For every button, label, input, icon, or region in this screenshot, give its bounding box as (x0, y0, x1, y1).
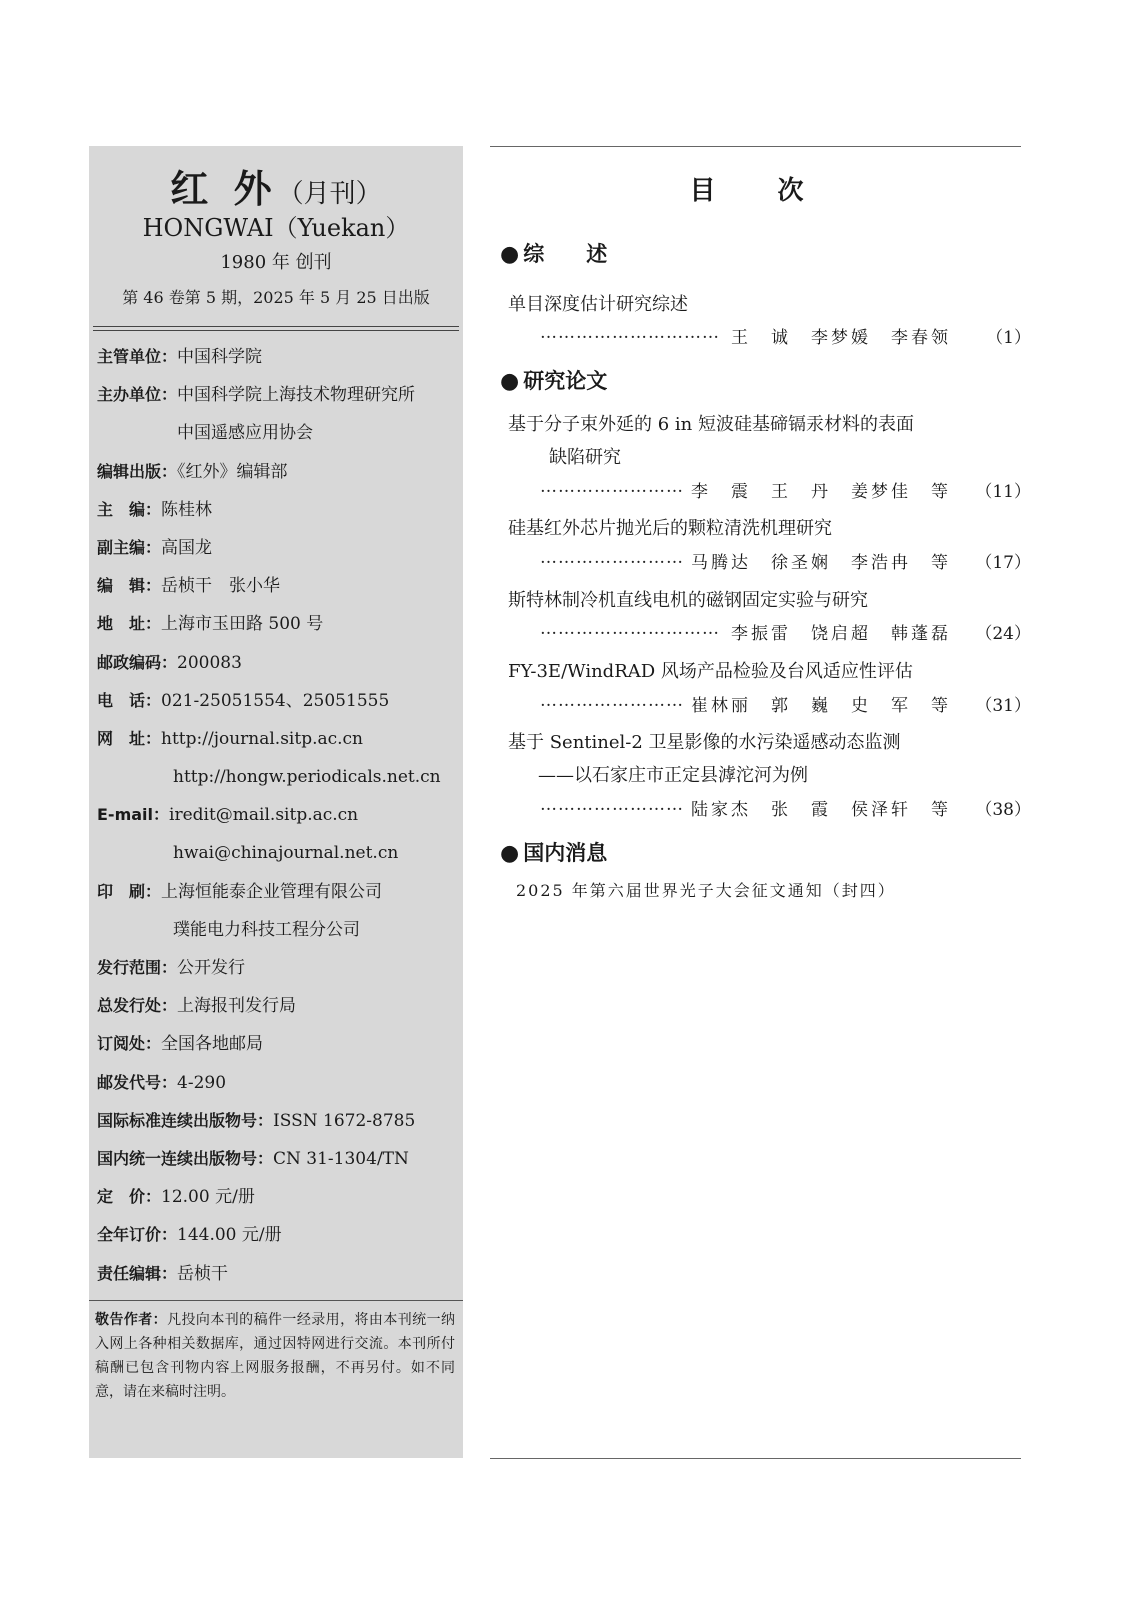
info-label: 订阅处： (97, 1034, 162, 1054)
info-row-issn (97, 1108, 459, 1146)
info-value: 中国遥感应用协会 (177, 423, 313, 444)
info-label: 发行范围： (97, 958, 178, 977)
toc-entry-page: （1） (986, 328, 1031, 348)
toc-entry-authors: 李振雷 饶启超 韩蓬磊 (731, 624, 951, 644)
info-value: 岳桢干 张小华 (161, 576, 281, 597)
info-row-printer (97, 879, 459, 917)
bullet-icon: ● (500, 242, 520, 267)
info-value: 《红外》编辑部 (177, 461, 288, 482)
info-label: 总发行处： (97, 996, 178, 1016)
toc-entry-page: （17） (975, 553, 1031, 573)
info-value: 璞能电力科技工程分公司 (173, 919, 360, 940)
toc-entry-byline (540, 548, 1031, 573)
info-row-website (97, 726, 459, 764)
toc-entry-page: （11） (975, 482, 1031, 502)
info-row-price (97, 1184, 459, 1222)
info-label: 全年订价： (97, 1225, 178, 1245)
info-label: 副主编： (97, 537, 162, 557)
info-row-responsible-editor (97, 1261, 459, 1299)
info-value: 200083 (177, 652, 242, 673)
info-value: 12.00 元/册 (161, 1187, 255, 1208)
toc-entry-page: （24） (975, 624, 1031, 644)
info-label: 印 刷： (97, 881, 162, 901)
info-value: 021-25051554、25051555 (161, 690, 390, 711)
info-value: CN 31-1304/TN (273, 1148, 409, 1169)
divider (490, 1458, 1021, 1459)
toc-entry-authors: 李 震 王 丹 姜梦佳 等 (691, 482, 951, 502)
info-row-website-cont (97, 764, 459, 802)
website-link[interactable]: http://journal.sitp.ac.cn (161, 728, 364, 749)
info-value: 岳桢干 (177, 1263, 229, 1284)
author-notice (95, 1308, 455, 1404)
toc-entry-byline (540, 691, 1031, 716)
toc-entry-title[interactable]: 基于分子束外延的 6 in 短波硅基碲镉汞材料的表面 (508, 414, 914, 435)
toc-entry-title[interactable]: 单目深度估计研究综述 (508, 294, 688, 315)
info-value: ISSN 1672-8785 (273, 1110, 416, 1131)
info-label: 地 址： (97, 614, 162, 634)
toc-entry-title[interactable]: 斯特林制冷机直线电机的磁钢固定实验与研究 (508, 590, 868, 611)
info-value: 全国各地邮局 (161, 1034, 264, 1055)
info-row-chief-editor (97, 497, 459, 535)
info-row-distribution-scope (97, 955, 459, 993)
divider (93, 326, 459, 327)
divider (490, 146, 1021, 147)
info-row-sponsor (97, 382, 459, 420)
toc-entry-title-cont[interactable]: ——以石家庄市正定县滹沱河为例 (538, 765, 808, 786)
section-heading-label: 综 述 (523, 242, 608, 266)
toc-entry-byline (540, 477, 1031, 502)
toc-entry-title-cont[interactable]: 缺陷研究 (549, 447, 621, 468)
info-row-postal-code (97, 1070, 459, 1108)
toc-entry-page: （38） (975, 800, 1031, 820)
info-value: 4-290 (177, 1072, 227, 1093)
info-row-editor-publisher (97, 459, 459, 497)
leader-dots: …………………… (540, 691, 684, 711)
toc-entry-authors: 陆家杰 张 霞 侯泽轩 等 (691, 800, 951, 820)
info-label: E-mail： (97, 805, 170, 825)
info-label: 主管单位： (97, 347, 178, 366)
notice-label: 敬告作者： (95, 1312, 168, 1328)
email-link[interactable]: iredit@mail.sitp.ac.cn (169, 805, 359, 826)
info-row-cn (97, 1146, 459, 1184)
toc-entry-title[interactable]: 硅基红外芯片抛光后的颗粒清洗机理研究 (508, 518, 832, 539)
info-label: 责任编辑： (97, 1263, 178, 1283)
info-value: 陈桂林 (161, 499, 213, 520)
bullet-icon: ● (500, 841, 520, 866)
info-label: 定 价： (97, 1187, 162, 1207)
info-label: 主 编： (97, 499, 162, 519)
toc-title: 目 次 (689, 176, 822, 206)
section-heading-review (500, 238, 607, 268)
info-label: 主办单位： (97, 385, 178, 405)
email-link[interactable]: hwai@chinajournal.net.cn (173, 843, 399, 864)
leader-dots: ………………………… (540, 619, 720, 639)
info-row-postcode (97, 650, 459, 688)
info-value: 上海恒能泰企业管理有限公司 (161, 881, 383, 902)
info-row-email-cont (97, 840, 459, 878)
journal-title-suffix: （月刊） (277, 179, 382, 209)
info-value: 公开发行 (177, 958, 246, 978)
info-row-annual-price (97, 1222, 459, 1260)
info-row-subscription (97, 1031, 459, 1069)
info-row-phone (97, 688, 459, 726)
toc-entry-byline (540, 795, 1031, 820)
toc-entry-page: （31） (975, 696, 1031, 716)
info-value: 高国龙 (161, 537, 213, 558)
info-row-email (97, 802, 459, 840)
info-label: 国际标准连续出版物号： (97, 1110, 274, 1130)
founded-year: 1980 年 创刊 (220, 252, 332, 273)
info-row-sponsor-cont (97, 420, 459, 458)
info-value: 中国科学院 (177, 347, 263, 367)
leader-dots: …………………… (540, 795, 684, 815)
info-row-supervisor (97, 344, 459, 382)
toc-entry-byline (540, 619, 1031, 644)
journal-title-cn: 红 外 (170, 166, 278, 211)
info-value: 144.00 元/册 (177, 1225, 282, 1246)
info-row-deputy-editor (97, 535, 459, 573)
info-value: 中国科学院上海技术物理研究所 (177, 385, 416, 406)
leader-dots: …………………… (540, 548, 684, 568)
info-value: 上海市玉田路 500 号 (161, 614, 324, 635)
toc-entry-authors: 崔林丽 郭 巍 史 军 等 (691, 696, 951, 716)
toc-entry-title[interactable]: FY-3E/WindRAD 风场产品检验及台风适应性评估 (508, 661, 913, 682)
section-heading-label: 研究论文 (523, 369, 608, 393)
leader-dots: ………………………… (540, 323, 720, 343)
info-label: 编辑出版： (97, 461, 178, 481)
website-link[interactable]: http://hongw.periodicals.net.cn (173, 767, 441, 788)
info-row-distributor (97, 993, 459, 1031)
publication-info-list (97, 344, 459, 1299)
info-label: 电 话： (97, 690, 162, 710)
journal-title (89, 158, 463, 213)
news-item[interactable]: 2025 年第六届世界光子大会征文通知（封四） (516, 881, 896, 900)
info-value: 上海报刊发行局 (177, 996, 297, 1017)
notice-text: 凡投向本刊的稿件一经录用，将由本刊统一纳入网上各种相关数据库，通过因特网进行交流。本刊所付稿酬已包含刊物内容上网服务报酬，不再另付。如不同意，请在来稿时注明。 (95, 1312, 456, 1400)
journal-title-pinyin: HONGWAI（Yuekan） (142, 214, 410, 242)
info-label: 网 址： (97, 728, 162, 748)
toc-entry-authors: 王 诚 李梦媛 李春领 (731, 328, 951, 348)
leader-dots: …………………… (540, 477, 684, 497)
masthead-panel (89, 146, 463, 1458)
info-row-editors (97, 573, 459, 611)
divider (89, 1300, 463, 1301)
divider (93, 330, 459, 331)
info-row-address (97, 611, 459, 649)
section-heading-news (500, 837, 607, 867)
section-heading-label: 国内消息 (523, 841, 608, 865)
bullet-icon: ● (500, 369, 520, 394)
info-row-printer-cont (97, 917, 459, 955)
info-label: 编 辑： (97, 576, 162, 596)
info-label: 邮发代号： (97, 1072, 178, 1092)
section-heading-research (500, 365, 607, 395)
toc-entry-byline (540, 323, 1031, 348)
issue-info: 第 46 卷第 5 期，2025 年 5 月 25 日出版 (122, 288, 430, 307)
info-label: 国内统一连续出版物号： (97, 1148, 274, 1168)
toc-entry-authors: 马腾达 徐圣娴 李浩冉 等 (691, 553, 951, 573)
toc-entry-title[interactable]: 基于 Sentinel-2 卫星影像的水污染遥感动态监测 (508, 732, 901, 753)
info-label: 邮政编码： (97, 652, 178, 672)
